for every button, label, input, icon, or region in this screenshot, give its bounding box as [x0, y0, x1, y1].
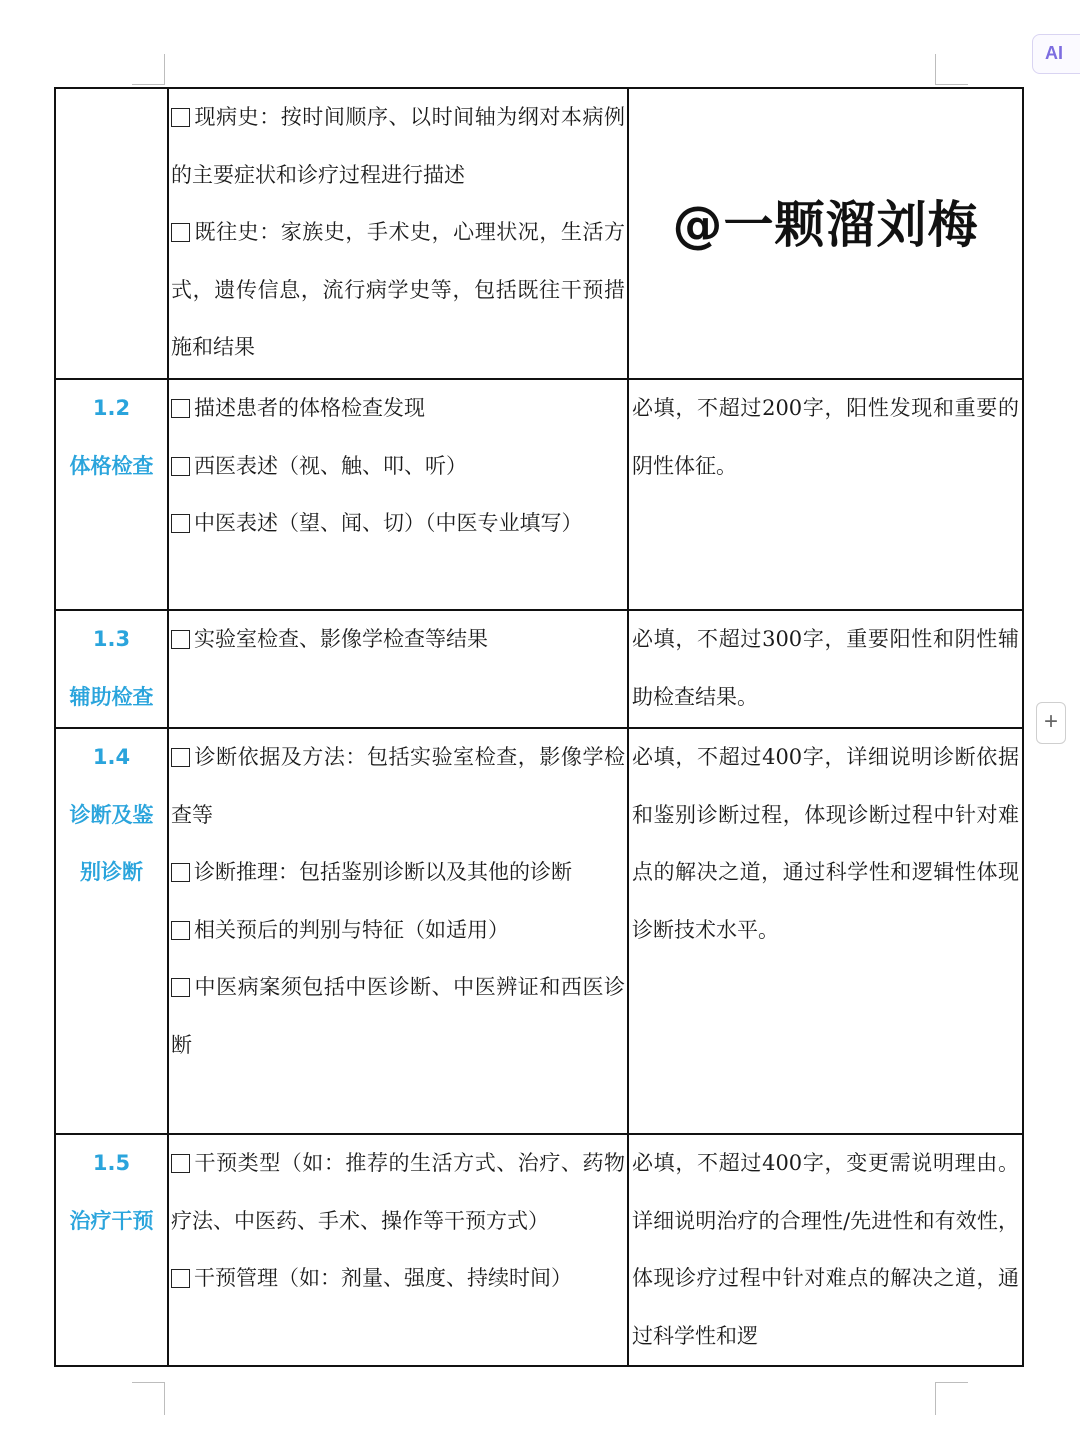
section-name: 辅助检查 — [69, 684, 154, 709]
add-block-button[interactable]: + — [1036, 702, 1066, 744]
section-name: 体格检查 — [69, 453, 154, 478]
requirement-cell — [628, 1134, 1023, 1366]
checklist-item: 西医表述（视、触、叩、听） — [171, 438, 625, 496]
checkbox[interactable] — [171, 1269, 190, 1288]
requirement-text: 必填，不超过400字，详细说明诊断依据和鉴别诊断过程，体现诊断过程中针对难点的解决之道，通过科学性和逻辑性体现诊断技术水平。 — [632, 745, 1019, 942]
table-row — [55, 1134, 1023, 1366]
table-row — [55, 379, 1023, 610]
requirement-cell — [628, 610, 1023, 728]
checkbox[interactable] — [171, 748, 190, 767]
watermark-text: @一颗溜刘梅 — [672, 195, 979, 254]
checklist-item: 现病史：按时间顺序、以时间轴为纲对本病例的主要症状和诊疗过程进行描述 — [171, 105, 625, 187]
requirement-text: 必填，不超过200字，阳性发现和重要的阴性体征。 — [632, 396, 1019, 478]
checkbox[interactable] — [171, 457, 190, 476]
checklist-item: 诊断依据及方法：包括实验室检查，影像学检查等 — [171, 745, 625, 827]
checklist-item: 中医病案须包括中医诊断、中医辨证和西医诊断 — [171, 975, 625, 1057]
ai-assistant-button[interactable]: AI — [1032, 34, 1080, 74]
crop-mark-top-left — [132, 54, 165, 85]
checkbox[interactable] — [171, 514, 190, 533]
checklist-item: 干预类型（如：推荐的生活方式、治疗、药物疗法、中医药、手术、操作等干预方式） — [171, 1151, 625, 1233]
checkbox[interactable] — [171, 223, 190, 242]
checkbox[interactable] — [171, 978, 190, 997]
requirement-cell — [628, 728, 1023, 1134]
checkbox[interactable] — [171, 399, 190, 418]
section-label — [55, 88, 168, 379]
checklist-item: 诊断推理：包括鉴别诊断以及其他的诊断 — [171, 844, 625, 902]
table-row — [55, 728, 1023, 1134]
checkbox[interactable] — [171, 921, 190, 940]
checkbox[interactable] — [171, 863, 190, 882]
checkbox[interactable] — [171, 630, 190, 649]
section-number: 1.2 — [92, 396, 131, 420]
requirement-text: 必填，不超过300字，重要阳性和阴性辅助检查结果。 — [632, 627, 1019, 709]
checkbox[interactable] — [171, 108, 190, 127]
requirement-cell — [628, 88, 1023, 379]
section-name: 治疗干预 — [69, 1208, 154, 1233]
items-cell — [168, 1134, 628, 1366]
section-label — [55, 379, 168, 610]
checklist-item: 描述患者的体格检查发现 — [171, 380, 625, 438]
crop-mark-bottom-right — [935, 1382, 968, 1415]
table-row — [55, 610, 1023, 728]
checklist-item: 既往史：家族史，手术史，心理状况，生活方式，遗传信息，流行病学史等，包括既往干预措施和结果 — [171, 220, 625, 359]
checklist-item: 中医表述（望、闻、切）（中医专业填写） — [171, 495, 625, 553]
section-number: 1.3 — [92, 627, 131, 651]
section-number: 1.5 — [92, 1151, 131, 1175]
section-label — [55, 1134, 168, 1366]
requirement-cell — [628, 379, 1023, 610]
section-label — [55, 610, 168, 728]
crop-mark-top-right — [935, 54, 968, 85]
section-name: 诊断及鉴别诊断 — [69, 802, 154, 884]
items-cell — [168, 379, 628, 610]
items-cell — [168, 610, 628, 728]
crop-mark-bottom-left — [132, 1382, 165, 1415]
checklist-item: 相关预后的判别与特征（如适用） — [171, 902, 625, 960]
items-cell — [168, 88, 628, 379]
checkbox[interactable] — [171, 1154, 190, 1173]
requirement-text: 必填，不超过400字，变更需说明理由。详细说明治疗的合理性/先进性和有效性，体现诊疗过程中针对难点的解决之道，通过科学性和逻 — [632, 1151, 1019, 1348]
checklist-item: 实验室检查、影像学检查等结果 — [171, 611, 625, 669]
items-cell — [168, 728, 628, 1134]
case-report-table — [54, 87, 1024, 1367]
table-row — [55, 88, 1023, 379]
section-number: 1.4 — [92, 745, 131, 769]
section-label — [55, 728, 168, 1134]
checklist-item: 干预管理（如：剂量、强度、持续时间） — [171, 1250, 625, 1308]
